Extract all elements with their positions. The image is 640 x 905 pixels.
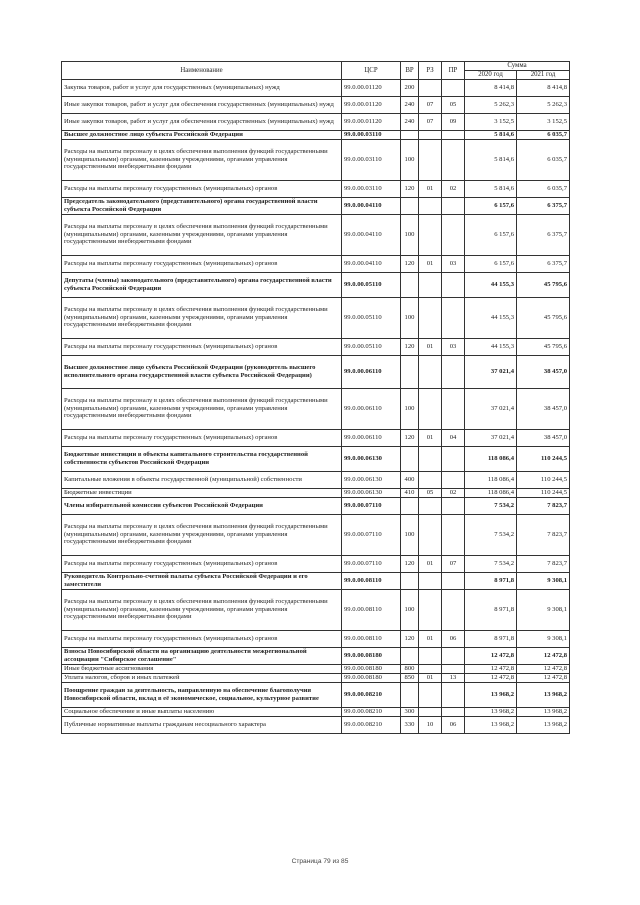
- table-row: [62, 488, 570, 497]
- row-rz-cell: [419, 272, 442, 297]
- row-rz-cell: 01: [419, 255, 442, 272]
- row-pr-cell: [442, 139, 465, 180]
- row-pr-cell: [442, 647, 465, 664]
- row-sum-2021-cell: 6 375,7: [517, 255, 570, 272]
- table-row: [62, 429, 570, 446]
- row-pr-cell: 03: [442, 255, 465, 272]
- row-csr-cell: 99.0.00.05110: [342, 297, 401, 338]
- row-pr-cell: 02: [442, 488, 465, 497]
- row-sum-2020-cell: 118 086,4: [465, 471, 517, 488]
- row-vr-cell: 850: [401, 673, 419, 682]
- row-pr-cell: 06: [442, 630, 465, 647]
- row-vr-cell: 330: [401, 716, 419, 733]
- row-pr-cell: [442, 297, 465, 338]
- row-vr-cell: [401, 446, 419, 471]
- budget-table: [61, 61, 570, 734]
- row-vr-cell: [401, 682, 419, 707]
- row-sum-2021-cell: 12 472,8: [517, 664, 570, 673]
- row-pr-cell: 13: [442, 673, 465, 682]
- row-rz-cell: [419, 388, 442, 429]
- row-csr-cell: 99.0.00.06130: [342, 446, 401, 471]
- row-csr-cell: 99.0.00.07110: [342, 555, 401, 572]
- row-sum-2021-cell: 110 244,5: [517, 488, 570, 497]
- row-name-cell: Расходы на выплаты персоналу государственных (муниципальных) органов: [62, 630, 342, 647]
- row-sum-2020-cell: 44 155,3: [465, 272, 517, 297]
- table-row: [62, 79, 570, 96]
- row-vr-cell: 800: [401, 664, 419, 673]
- table-row: [62, 647, 570, 664]
- row-name-cell: Бюджетные инвестиции: [62, 488, 342, 497]
- row-name-cell: Социальное обеспечение и иные выплаты населению: [62, 707, 342, 716]
- row-vr-cell: 120: [401, 338, 419, 355]
- row-vr-cell: [401, 355, 419, 388]
- row-csr-cell: 99.0.00.08210: [342, 707, 401, 716]
- row-name-cell: Расходы на выплаты персоналу в целях обеспечения выполнения функций государственными (муниципальными) органами, казенными учреждениями, органами управления государственными внебюджетными фондами: [62, 388, 342, 429]
- table-row: [62, 197, 570, 214]
- row-name-cell: Иные закупки товаров, работ и услуг для обеспечения государственных (муниципальных) нужд: [62, 96, 342, 113]
- row-sum-2021-cell: 110 244,5: [517, 446, 570, 471]
- row-sum-2020-cell: 6 157,6: [465, 255, 517, 272]
- row-name-cell: Руководитель Контрольно-счетной палаты субъекта Российской Федерации и его заместители: [62, 572, 342, 589]
- row-pr-cell: [442, 446, 465, 471]
- row-pr-cell: [442, 497, 465, 514]
- row-sum-2020-cell: 13 968,2: [465, 682, 517, 707]
- row-vr-cell: 240: [401, 96, 419, 113]
- row-sum-2020-cell: 5 814,6: [465, 180, 517, 197]
- row-csr-cell: 99.0.00.01120: [342, 96, 401, 113]
- row-name-cell: Расходы на выплаты персоналу в целях обеспечения выполнения функций государственными (муниципальными) органами, казенными учреждениями, органами управления государственными внебюджетными фондами: [62, 514, 342, 555]
- row-sum-2021-cell: 13 968,2: [517, 716, 570, 733]
- row-sum-2020-cell: 37 021,4: [465, 388, 517, 429]
- row-vr-cell: 100: [401, 514, 419, 555]
- row-csr-cell: 99.0.00.07110: [342, 514, 401, 555]
- row-sum-2021-cell: 6 035,7: [517, 130, 570, 139]
- row-sum-2020-cell: 37 021,4: [465, 355, 517, 388]
- row-vr-cell: 300: [401, 707, 419, 716]
- table-row: [62, 446, 570, 471]
- col-header-csr: ЦСР: [342, 62, 401, 80]
- row-sum-2021-cell: 9 308,1: [517, 589, 570, 630]
- row-sum-2021-cell: 7 823,7: [517, 514, 570, 555]
- row-rz-cell: 07: [419, 113, 442, 130]
- row-rz-cell: [419, 197, 442, 214]
- row-name-cell: Высшее должностное лицо субъекта Российской Федерации: [62, 130, 342, 139]
- table-row: [62, 707, 570, 716]
- row-csr-cell: 99.0.00.03110: [342, 139, 401, 180]
- row-name-cell: Иные бюджетные ассигнования: [62, 664, 342, 673]
- row-sum-2021-cell: 45 795,6: [517, 272, 570, 297]
- row-vr-cell: 240: [401, 113, 419, 130]
- row-rz-cell: [419, 130, 442, 139]
- table-row: [62, 272, 570, 297]
- row-pr-cell: [442, 214, 465, 255]
- row-vr-cell: [401, 647, 419, 664]
- row-csr-cell: 99.0.00.05110: [342, 338, 401, 355]
- col-header-pr: ПР: [442, 62, 465, 80]
- row-sum-2021-cell: 13 968,2: [517, 707, 570, 716]
- row-rz-cell: [419, 297, 442, 338]
- row-sum-2021-cell: 3 152,5: [517, 113, 570, 130]
- table-row: [62, 514, 570, 555]
- table-row: [62, 338, 570, 355]
- row-rz-cell: [419, 497, 442, 514]
- row-sum-2020-cell: 7 534,2: [465, 555, 517, 572]
- table-row: [62, 297, 570, 338]
- row-sum-2020-cell: 44 155,3: [465, 338, 517, 355]
- row-name-cell: Расходы на выплаты персоналу государственных (муниципальных) органов: [62, 255, 342, 272]
- row-csr-cell: 99.0.00.06110: [342, 429, 401, 446]
- row-sum-2020-cell: 118 086,4: [465, 446, 517, 471]
- row-sum-2020-cell: 7 534,2: [465, 497, 517, 514]
- budget-sheet: [61, 61, 569, 734]
- row-sum-2020-cell: 6 157,6: [465, 197, 517, 214]
- table-row: [62, 139, 570, 180]
- row-name-cell: Расходы на выплаты персоналу государственных (муниципальных) органов: [62, 555, 342, 572]
- row-pr-cell: 07: [442, 555, 465, 572]
- row-pr-cell: 04: [442, 429, 465, 446]
- row-sum-2020-cell: 37 021,4: [465, 429, 517, 446]
- row-vr-cell: 120: [401, 255, 419, 272]
- row-pr-cell: [442, 471, 465, 488]
- table-row: [62, 113, 570, 130]
- row-rz-cell: 01: [419, 555, 442, 572]
- row-name-cell: Публичные нормативные выплаты гражданам несоциального характера: [62, 716, 342, 733]
- row-vr-cell: [401, 130, 419, 139]
- row-pr-cell: 09: [442, 113, 465, 130]
- row-rz-cell: [419, 707, 442, 716]
- table-row: [62, 96, 570, 113]
- row-sum-2020-cell: 8 971,8: [465, 572, 517, 589]
- row-sum-2021-cell: 12 472,8: [517, 647, 570, 664]
- row-csr-cell: 99.0.00.03110: [342, 180, 401, 197]
- row-sum-2021-cell: 45 795,6: [517, 338, 570, 355]
- row-name-cell: Расходы на выплаты персоналу в целях обеспечения выполнения функций государственными (муниципальными) органами, казенными учреждениями, органами управления государственными внебюджетными фондами: [62, 139, 342, 180]
- row-csr-cell: 99.0.00.08180: [342, 647, 401, 664]
- row-rz-cell: 05: [419, 488, 442, 497]
- row-sum-2020-cell: 13 968,2: [465, 707, 517, 716]
- table-row: [62, 497, 570, 514]
- row-name-cell: Расходы на выплаты персоналу в целях обеспечения выполнения функций государственными (муниципальными) органами, казенными учреждениями, органами управления государственными внебюджетными фондами: [62, 297, 342, 338]
- row-pr-cell: [442, 130, 465, 139]
- row-vr-cell: 120: [401, 180, 419, 197]
- row-csr-cell: 99.0.00.04110: [342, 197, 401, 214]
- row-sum-2020-cell: 12 472,8: [465, 664, 517, 673]
- row-vr-cell: 100: [401, 139, 419, 180]
- row-name-cell: Расходы на выплаты персоналу государственных (муниципальных) органов: [62, 180, 342, 197]
- col-header-rz: РЗ: [419, 62, 442, 80]
- row-sum-2020-cell: 5 262,3: [465, 96, 517, 113]
- row-vr-cell: [401, 272, 419, 297]
- row-sum-2020-cell: 12 472,8: [465, 647, 517, 664]
- row-name-cell: Расходы на выплаты персоналу государственных (муниципальных) органов: [62, 338, 342, 355]
- row-rz-cell: [419, 139, 442, 180]
- row-csr-cell: 99.0.00.08180: [342, 673, 401, 682]
- row-vr-cell: 100: [401, 214, 419, 255]
- col-header-2021: 2021 год: [517, 70, 570, 79]
- row-name-cell: Поощрение граждан за деятельность, направленную на обеспечение благополучия Новосибирской области, вклад в её экономическое, социальное, культурное развитие: [62, 682, 342, 707]
- row-sum-2021-cell: 7 823,7: [517, 555, 570, 572]
- row-csr-cell: 99.0.00.04110: [342, 255, 401, 272]
- row-sum-2020-cell: 13 968,2: [465, 716, 517, 733]
- row-csr-cell: 99.0.00.01120: [342, 113, 401, 130]
- row-sum-2021-cell: 6 375,7: [517, 197, 570, 214]
- col-header-vr: ВР: [401, 62, 419, 80]
- row-rz-cell: 10: [419, 716, 442, 733]
- table-body: [62, 79, 570, 733]
- table-row: [62, 572, 570, 589]
- row-vr-cell: 100: [401, 589, 419, 630]
- row-sum-2021-cell: 38 457,0: [517, 388, 570, 429]
- table-row: [62, 255, 570, 272]
- table-row: [62, 664, 570, 673]
- row-pr-cell: 02: [442, 180, 465, 197]
- row-csr-cell: 99.0.00.08210: [342, 716, 401, 733]
- table-row: [62, 180, 570, 197]
- row-rz-cell: [419, 589, 442, 630]
- row-csr-cell: 99.0.00.07110: [342, 497, 401, 514]
- table-row: [62, 214, 570, 255]
- row-name-cell: Взносы Новосибирской области на организацию деятельности межрегиональной ассоциации "Сибирское соглашение": [62, 647, 342, 664]
- row-pr-cell: [442, 355, 465, 388]
- row-sum-2020-cell: 8 971,8: [465, 630, 517, 647]
- row-name-cell: Закупка товаров, работ и услуг для государственных (муниципальных) нужд: [62, 79, 342, 96]
- table-row: [62, 388, 570, 429]
- row-sum-2021-cell: 6 375,7: [517, 214, 570, 255]
- row-sum-2021-cell: 110 244,5: [517, 471, 570, 488]
- row-name-cell: Уплата налогов, сборов и иных платежей: [62, 673, 342, 682]
- row-sum-2021-cell: 9 308,1: [517, 572, 570, 589]
- row-rz-cell: 01: [419, 180, 442, 197]
- row-vr-cell: 120: [401, 555, 419, 572]
- row-sum-2021-cell: 8 414,8: [517, 79, 570, 96]
- row-vr-cell: 100: [401, 388, 419, 429]
- row-csr-cell: 99.0.00.06110: [342, 355, 401, 388]
- row-sum-2021-cell: 38 457,0: [517, 429, 570, 446]
- row-pr-cell: [442, 572, 465, 589]
- col-header-name: Наименование: [62, 62, 342, 80]
- row-rz-cell: [419, 647, 442, 664]
- row-pr-cell: 05: [442, 96, 465, 113]
- row-sum-2020-cell: 5 814,6: [465, 139, 517, 180]
- row-vr-cell: 410: [401, 488, 419, 497]
- table-row: [62, 673, 570, 682]
- row-name-cell: Расходы на выплаты персоналу в целях обеспечения выполнения функций государственными (муниципальными) органами, казенными учреждениями, органами управления государственными внебюджетными фондами: [62, 589, 342, 630]
- row-pr-cell: [442, 589, 465, 630]
- row-csr-cell: 99.0.00.03110: [342, 130, 401, 139]
- row-name-cell: Капитальные вложения в объекты государственной (муниципальной) собственности: [62, 471, 342, 488]
- row-pr-cell: [442, 272, 465, 297]
- row-rz-cell: 01: [419, 630, 442, 647]
- row-csr-cell: 99.0.00.06130: [342, 471, 401, 488]
- row-rz-cell: 01: [419, 429, 442, 446]
- row-pr-cell: 06: [442, 716, 465, 733]
- row-csr-cell: 99.0.00.08210: [342, 682, 401, 707]
- row-sum-2021-cell: 12 472,8: [517, 673, 570, 682]
- row-sum-2021-cell: 6 035,7: [517, 180, 570, 197]
- row-pr-cell: [442, 79, 465, 96]
- row-sum-2021-cell: 45 795,6: [517, 297, 570, 338]
- row-csr-cell: 99.0.00.08180: [342, 664, 401, 673]
- col-header-sum: Сумма: [465, 62, 570, 71]
- row-rz-cell: [419, 572, 442, 589]
- row-rz-cell: [419, 664, 442, 673]
- row-csr-cell: 99.0.00.01120: [342, 79, 401, 96]
- row-vr-cell: [401, 197, 419, 214]
- row-pr-cell: [442, 682, 465, 707]
- row-csr-cell: 99.0.00.05110: [342, 272, 401, 297]
- row-name-cell: Бюджетные инвестиции в объекты капитального строительства государственной собственности субъектов Российской Федерации: [62, 446, 342, 471]
- row-rz-cell: [419, 214, 442, 255]
- row-rz-cell: [419, 682, 442, 707]
- row-csr-cell: 99.0.00.06110: [342, 388, 401, 429]
- row-sum-2020-cell: 8 414,8: [465, 79, 517, 96]
- table-row: [62, 555, 570, 572]
- row-vr-cell: 120: [401, 429, 419, 446]
- table-row: [62, 130, 570, 139]
- row-pr-cell: [442, 664, 465, 673]
- row-sum-2020-cell: 44 155,3: [465, 297, 517, 338]
- row-sum-2020-cell: 5 814,6: [465, 130, 517, 139]
- row-csr-cell: 99.0.00.08110: [342, 572, 401, 589]
- row-sum-2020-cell: 118 086,4: [465, 488, 517, 497]
- row-sum-2020-cell: 6 157,6: [465, 214, 517, 255]
- table-row: [62, 682, 570, 707]
- row-csr-cell: 99.0.00.08110: [342, 630, 401, 647]
- row-rz-cell: 01: [419, 673, 442, 682]
- row-rz-cell: [419, 514, 442, 555]
- row-name-cell: Председатель законодательного (представительного) органа государственной власти субъекта Российской Федерации: [62, 197, 342, 214]
- row-sum-2020-cell: 7 534,2: [465, 514, 517, 555]
- row-name-cell: Члены избирательной комиссии субъектов Российской Федерации: [62, 497, 342, 514]
- row-csr-cell: 99.0.00.04110: [342, 214, 401, 255]
- row-vr-cell: 120: [401, 630, 419, 647]
- row-vr-cell: 100: [401, 297, 419, 338]
- row-rz-cell: [419, 446, 442, 471]
- row-vr-cell: 200: [401, 79, 419, 96]
- table-row: [62, 630, 570, 647]
- row-pr-cell: [442, 514, 465, 555]
- row-csr-cell: 99.0.00.06130: [342, 488, 401, 497]
- row-vr-cell: [401, 497, 419, 514]
- row-name-cell: Расходы на выплаты персоналу государственных (муниципальных) органов: [62, 429, 342, 446]
- row-sum-2021-cell: 7 823,7: [517, 497, 570, 514]
- row-rz-cell: [419, 471, 442, 488]
- row-sum-2020-cell: 3 152,5: [465, 113, 517, 130]
- row-sum-2021-cell: 9 308,1: [517, 630, 570, 647]
- row-sum-2020-cell: 8 971,8: [465, 589, 517, 630]
- row-sum-2021-cell: 13 968,2: [517, 682, 570, 707]
- page-footer: Страница 79 из 85: [291, 858, 349, 865]
- row-rz-cell: 01: [419, 338, 442, 355]
- table-row: [62, 355, 570, 388]
- row-vr-cell: [401, 572, 419, 589]
- row-rz-cell: [419, 355, 442, 388]
- row-pr-cell: [442, 388, 465, 429]
- col-header-2020: 2020 год: [465, 70, 517, 79]
- row-vr-cell: 400: [401, 471, 419, 488]
- row-pr-cell: [442, 707, 465, 716]
- row-name-cell: Расходы на выплаты персоналу в целях обеспечения выполнения функций государственными (муниципальными) органами, казенными учреждениями, органами управления государственными внебюджетными фондами: [62, 214, 342, 255]
- row-rz-cell: [419, 79, 442, 96]
- row-pr-cell: 03: [442, 338, 465, 355]
- row-csr-cell: 99.0.00.08110: [342, 589, 401, 630]
- row-sum-2020-cell: 12 472,8: [465, 673, 517, 682]
- row-rz-cell: 07: [419, 96, 442, 113]
- row-name-cell: Высшее должностное лицо субъекта Российской Федерации (руководитель высшего исполнительного органа государственной власти субъекта Российской Федерации): [62, 355, 342, 388]
- row-name-cell: Иные закупки товаров, работ и услуг для обеспечения государственных (муниципальных) нужд: [62, 113, 342, 130]
- row-sum-2021-cell: 38 457,0: [517, 355, 570, 388]
- table-row: [62, 471, 570, 488]
- row-name-cell: Депутаты (члены) законодательного (представительного) органа государственной власти субъекта Российской Федерации: [62, 272, 342, 297]
- row-sum-2021-cell: 6 035,7: [517, 139, 570, 180]
- row-sum-2021-cell: 5 262,3: [517, 96, 570, 113]
- table-row: [62, 716, 570, 733]
- row-pr-cell: [442, 197, 465, 214]
- table-row: [62, 589, 570, 630]
